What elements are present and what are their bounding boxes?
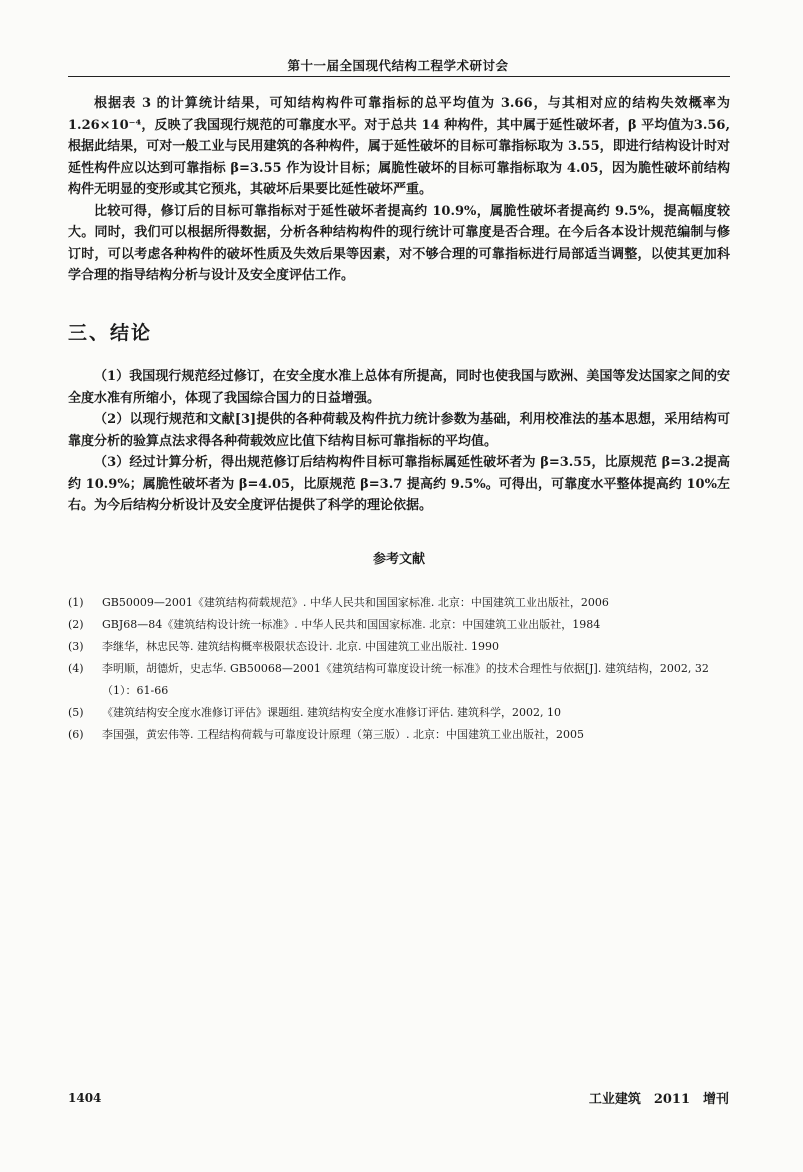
section-heading: 三、结论 — [68, 322, 153, 344]
header-rule — [68, 76, 730, 77]
reference-item — [68, 592, 732, 614]
intro-section — [68, 93, 730, 287]
reference-number: (4) — [68, 662, 84, 675]
reference-text: GBJ68—84《建筑结构设计统一标准》. 中华人民共和国国家标准. 北京：中国建筑工业出版社，1984 — [102, 618, 601, 631]
reference-text: 李明顺，胡德炘，史志华. GB50068—2001《建筑结构可靠度设计统一标准》的技术合理性与依据[J]. 建筑结构，2002, 32（1）：61-66 — [102, 662, 709, 697]
reference-text: 李继华，林忠民等. 建筑结构概率极限状态设计. 北京. 中国建筑工业出版社. 1990 — [102, 640, 499, 653]
journal-info: 工业建筑 2011 增刊 — [588, 1092, 729, 1107]
reference-number: (3) — [68, 640, 84, 653]
paragraph: 比较可得，修订后的目标可靠指标对于延性破坏者提高约 10.9%，属脆性破坏者提高约 9.5%，提高幅度较大。同时，我们可以根据所得数据，分析各种结构构件的现行统计可靠度是否合理。在今后各本设计规范编制与修订时，可以考虑各种构件的破坏性质及失效后果等因素，对不够合理的可靠指标进行局部适当调整，以使其更加科学合理的指导结构分析与设计及安全度评估工作。 — [68, 203, 730, 283]
reference-item — [68, 702, 732, 724]
paragraph: （3）经过计算分析，得出规范修订后结构构件目标可靠指标属延性破坏者为 β=3.55，比原规范 β=3.2提高约 10.9%；属脆性破坏者为 β=4.05，比原规范 β=3.7 提高约 9.5%。可得出，可靠度水平整体提高约 10%左右。为今后结构分析设计及安全度评估提供了科学的理论依据。 — [68, 455, 730, 513]
conclusion-section — [68, 366, 730, 517]
paragraph: （2）以现行规范和文献[3]提供的各种荷载及构件抗力统计参数为基础，利用校准法的基本思想，采用结构可靠度分析的验算点法求得各种荷载效应比值下结构目标可靠指标的平均值。 — [68, 412, 730, 449]
reference-number: (2) — [68, 618, 84, 631]
reference-text: 李国强，黄宏伟等. 工程结构荷载与可靠度设计原理（第三版）. 北京：中国建筑工业出版社，2005 — [102, 728, 584, 741]
running-header: 第十一届全国现代结构工程学术研讨会 — [287, 58, 509, 73]
reference-item — [68, 636, 732, 658]
reference-item — [68, 724, 732, 746]
paragraph: （1）我国现行规范经过修订，在安全度水准上总体有所提高，同时也使我国与欧洲、美国等发达国家之间的安全度水准有所缩小，体现了我国综合国力的日益增强。 — [68, 369, 730, 406]
references-heading: 参考文献 — [372, 552, 425, 567]
reference-text: 《建筑结构安全度水准修订评估》课题组. 建筑结构安全度水准修订评估. 建筑科学，2002, 10 — [102, 706, 561, 719]
reference-text: GB50009—2001《建筑结构荷载规范》. 中华人民共和国国家标准. 北京：中国建筑工业出版社，2006 — [102, 596, 609, 609]
paragraph: 根据表 3 的计算统计结果，可知结构构件可靠指标的总平均值为 3.66，与其相对应的结构失效概率为1.26×10⁻⁴，反映了我国现行规范的可靠度水平。对于总共 14 种构件，其中属于延性破坏者，β 平均值为3.56,根据此结果，可对一般工业与民用建筑的各种构件，属于延性破坏的目标可靠指标取为 3.55，即进行结构设计时对延性构件应以达到可靠指标 β=3.55 作为设计目标；属脆性破坏的目标可靠指标取为 4.05，因为脆性破坏前结构构件无明显的变形或其它预兆，其破坏后果要比延性破坏严重。 — [68, 96, 730, 197]
reference-number: (5) — [68, 706, 84, 719]
reference-item — [68, 614, 732, 636]
reference-number: (6) — [68, 728, 84, 741]
reference-item — [68, 658, 732, 702]
reference-number: (1) — [68, 596, 84, 609]
reference-list — [68, 592, 732, 746]
page-number: 1404 — [68, 1091, 102, 1105]
